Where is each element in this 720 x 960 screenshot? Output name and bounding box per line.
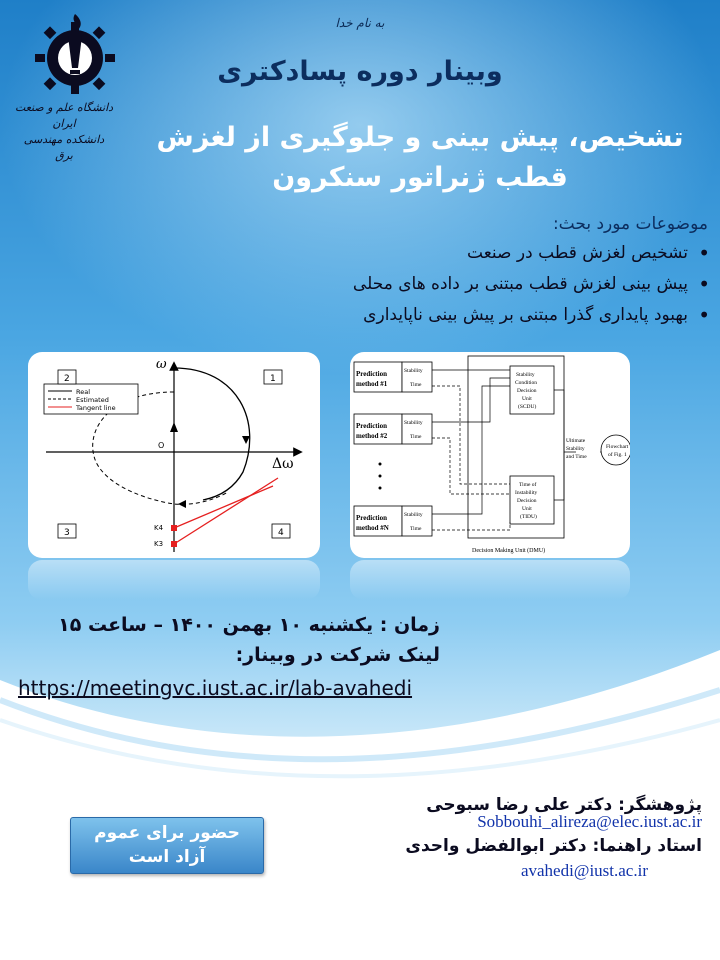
notice-line-1: حضور برای عموم <box>94 823 240 843</box>
svg-text:(TIDU): (TIDU) <box>520 514 537 520</box>
topics-list <box>168 238 710 331</box>
svg-text:(SCDU): (SCDU) <box>518 404 537 410</box>
svg-text:Flowchart: Flowchart <box>606 444 629 450</box>
researcher-name: پژوهشگر: دکتر علی رضا سبوحی <box>426 795 702 815</box>
svg-text:Stability: Stability <box>404 420 423 426</box>
logo-line-2: دانشکده مهندسی برق <box>23 133 105 162</box>
basmala: به نام خدا <box>335 16 385 30</box>
method-box-2 <box>354 414 432 444</box>
svg-text:Time: Time <box>410 382 422 388</box>
svg-text:of Fig. 1: of Fig. 1 <box>608 452 627 458</box>
legend-real: Real <box>76 388 91 396</box>
notice-line-2: آزاد است <box>128 847 206 867</box>
svg-text:Unit: Unit <box>522 506 532 512</box>
university-logo-icon <box>30 8 120 98</box>
advisor-name: استاد راهنما: دکتر ابوالفضل واحدی <box>405 836 702 856</box>
svg-text:method #2: method #2 <box>356 432 388 440</box>
quadrant-1: 1 <box>270 374 276 384</box>
topic-item: • بهبود پایداری گذرا مبتنی بر پیش بینی ناپایداری <box>168 300 688 331</box>
x-axis-label: Δω <box>272 456 294 472</box>
logo-caption <box>14 100 114 164</box>
svg-text:method #N: method #N <box>356 524 389 532</box>
svg-text:Stability: Stability <box>404 368 423 374</box>
quadrant-3: 3 <box>64 528 70 538</box>
direction-arrow-down <box>242 436 250 444</box>
svg-text:Time: Time <box>410 434 422 440</box>
dmu-flowchart-figure <box>350 352 630 558</box>
researcher-email[interactable]: Sobbouhi_alireza@elec.iust.ac.ir <box>477 812 702 831</box>
origin-label: O <box>158 441 165 450</box>
k4-label: K4 <box>154 524 164 532</box>
svg-text:Decision: Decision <box>517 388 537 394</box>
svg-text:Unit: Unit <box>522 396 532 402</box>
svg-text:Decision: Decision <box>517 498 537 504</box>
svg-text:Instability: Instability <box>515 490 538 496</box>
k3-label: K3 <box>154 540 164 548</box>
subtitle-line-1: تشخیص، پیش بینی و جلوگیری از لغزش <box>156 122 684 153</box>
svg-text:Time of: Time of <box>519 482 537 488</box>
topic-item: • پیش بینی لغزش قطب مبتنی بر داده های محلی <box>168 269 688 300</box>
direction-arrow-left <box>178 500 186 508</box>
flowchart-circle <box>601 435 630 465</box>
ultimate-label: Ultimate <box>566 438 586 444</box>
logo-line-1: دانشگاه علم و صنعت ایران <box>14 101 114 130</box>
scdu-box <box>510 366 554 414</box>
method-box-n <box>354 506 432 536</box>
webinar-link[interactable]: https://meetingvc.iust.ac.ir/lab-avahedi <box>18 676 413 700</box>
svg-text:Stability: Stability <box>566 446 585 452</box>
tangent-line-1 <box>174 478 278 544</box>
svg-text:Stability: Stability <box>516 372 535 378</box>
legend-tangent: Tangent line <box>76 404 116 412</box>
topic-item: • تشخیص لغزش قطب در صنعت <box>168 238 688 269</box>
dmu-flowchart-diagram <box>350 352 630 558</box>
svg-text:method #1: method #1 <box>356 380 388 388</box>
topics-heading: موضوعات مورد بحث: <box>552 214 708 234</box>
dmu-label: Decision Making Unit (DMU) <box>472 548 546 554</box>
svg-text:and Time: and Time <box>566 454 587 460</box>
svg-text:Prediction: Prediction <box>356 514 387 522</box>
svg-text:Prediction: Prediction <box>356 370 387 378</box>
quadrant-2: 2 <box>64 374 70 384</box>
figure-reflection-left <box>28 560 320 600</box>
subtitle-line-2: قطب ژنراتور سنکرون <box>272 162 568 193</box>
svg-text:Time: Time <box>410 526 422 532</box>
legend-estimated: Estimated <box>76 396 109 404</box>
point-k4 <box>171 525 177 531</box>
y-axis-label: ω <box>156 357 167 372</box>
event-time: زمان : یکشنبه ۱۰ بهمن ۱۴۰۰ – ساعت ۱۵ <box>58 614 440 636</box>
phase-plane-figure <box>28 352 320 558</box>
direction-arrow-up <box>170 422 178 432</box>
event-link-label: لینک شرکت در وبینار: <box>235 644 440 666</box>
advisor-email[interactable]: avahedi@iust.ac.ir <box>520 861 648 880</box>
phase-plane-diagram <box>28 352 320 558</box>
tidu-box <box>510 476 554 524</box>
svg-text:Condition: Condition <box>515 380 538 386</box>
real-trajectory <box>174 368 250 500</box>
quadrant-4: 4 <box>278 528 284 538</box>
method-box-1 <box>354 362 432 392</box>
free-attendance-badge <box>70 817 264 874</box>
page-title: وبینار دوره پسادکتری <box>217 56 503 87</box>
point-k3 <box>171 541 177 547</box>
event-info <box>40 610 440 670</box>
svg-text:Stability: Stability <box>404 512 423 518</box>
figure-reflection-right <box>350 560 630 600</box>
subtitle <box>130 118 710 198</box>
svg-text:Prediction: Prediction <box>356 422 387 430</box>
